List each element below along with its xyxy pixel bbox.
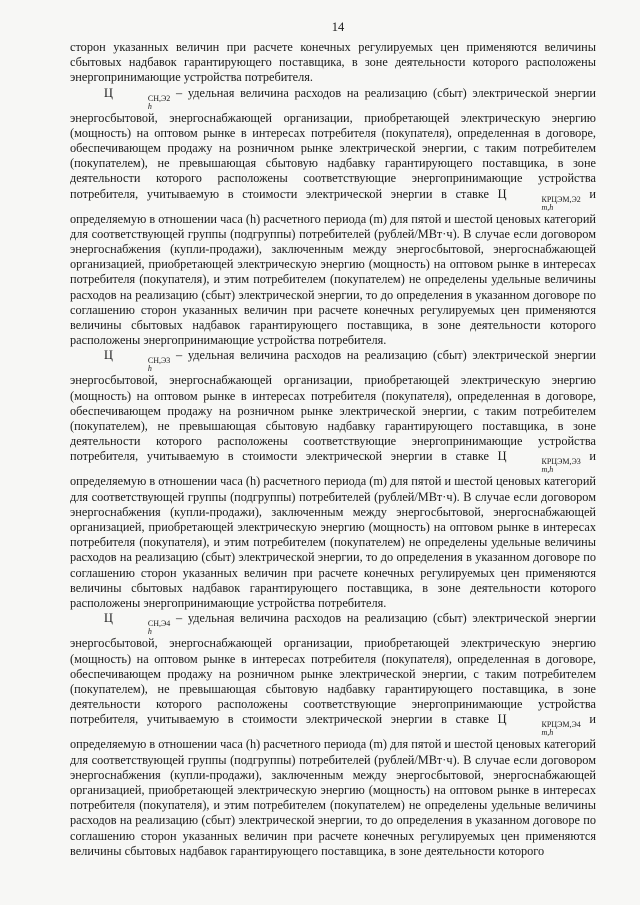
definition-text-before: – удельная величина расходов на реализацию (сбыт) электрической энергии энергосбытовой, энергоснабжающей организации, приобретающей электрическую энергию (мощность) на оптовом рынке в интересах потребителя (покупателя), определенная в договоре, обеспечивающем продажу на розничном рынке электрической энергии, с таким потребителем (покупателем), не превышающая сбытовую надбавку гарантирующего поставщика, в зоне деятельности которого расположены соответствующие энергопринимающие устройства потребителя, учитываемую в стоимости электрической энергии в ставке <box>70 611 596 727</box>
symbol-ch-sn-e2: Ц СН,Э2 h <box>104 85 171 111</box>
definition-text-before: – удельная величина расходов на реализацию (сбыт) электрической энергии энергосбытовой, энергоснабжающей организации, приобретающей электрическую энергию (мощность) на оптовом рынке в интересах потребителя (покупателя), определенная в договоре, обеспечивающем продажу на розничном рынке электрической энергии, с таким потребителем (покупателем), не превышающая сбытовую надбавку гарантирующего поставщика, в зоне деятельности которого расположены соответствующие энергопринимающие устройства потребителя, учитываемую в стоимости электрической энергии в ставке <box>70 348 596 464</box>
paragraph-definition-e3 <box>70 348 596 611</box>
definition-text-after: и определяемую в отношении часа (h) расчетного периода (m) для пятой и шестой ценовых категорий для соответствующей группы (подгруппы) потребителей (рублей/МВт·ч). В случае если договором энергоснабжения (купли-продажи), заключенным между энергосбытовой, энергоснабжающей организацией, приобретающей электрическую энергию (мощность) на оптовом рынке в интересах потребителя (покупателя), и этим потребителем (покупателем) не определены удельные величины расходов на реализацию (сбыт) электрической энергии, то до определения в указанном договоре по соглашению сторон указанных величин при расчете конечных регулируемых цен применяются величины сбытовых надбавок гарантирующего поставщика, в зоне деятельности которого расположены энергопринимающие устройства потребителя. <box>70 449 596 611</box>
symbol-ch-krcem-e2: Ц КРЦЭМ,Э2 m,h <box>497 186 581 212</box>
symbol-ch-krcem-e3: Ц КРЦЭМ,Э3 m,h <box>497 449 581 475</box>
definition-text-after: и определяемую в отношении часа (h) расчетного периода (m) для пятой и шестой ценовых категорий для соответствующей группы (подгруппы) потребителей (рублей/МВт·ч). В случае если договором энергоснабжения (купли-продажи), заключенным между энергосбытовой, энергоснабжающей организацией, приобретающей электрическую энергию (мощность) на оптовом рынке в интересах потребителя (покупателя), и этим потребителем (покупателем) не определены удельные величины расходов на реализацию (сбыт) электрической энергии, то до определения в указанном договоре по соглашению сторон указанных величин при расчете конечных регулируемых цен применяются величины сбытовых надбавок гарантирующего поставщика, в зоне деятельности которого расположены энергопринимающие устройства потребителя. <box>70 186 596 348</box>
paragraph-continuation: сторон указанных величин при расчете конечных регулируемых цен применяются величины сбытовых надбавок гарантирующего поставщика, в зоне деятельности которого расположены энергопринимающие устройства потребителя. <box>70 40 596 85</box>
paragraph-definition-e4 <box>70 611 596 859</box>
page-number: 14 <box>331 20 345 34</box>
symbol-ch-krcem-e4: Ц КРЦЭМ,Э4 m,h <box>497 712 581 738</box>
paragraph-definition-e2 <box>70 86 596 349</box>
definition-text-after: и определяемую в отношении часа (h) расчетного периода (m) для пятой и шестой ценовых категорий для соответствующей группы (подгруппы) потребителей (рублей/МВт·ч). В случае если договором энергоснабжения (купли-продажи), заключенным между энергосбытовой, энергоснабжающей организацией, приобретающей электрическую энергию (мощность) на оптовом рынке в интересах потребителя (покупателя), и этим потребителем (покупателем) не определены удельные величины расходов на реализацию (сбыт) электрической энергии, то до определения в указанном договоре по соглашению сторон указанных величин при расчете конечных регулируемых цен применяются величины сбытовых надбавок гарантирующего поставщика, в зоне деятельности которого <box>70 712 596 858</box>
symbol-ch-sn-e4: Ц СН,Э4 h <box>104 611 171 637</box>
definition-text-before: – удельная величина расходов на реализацию (сбыт) электрической энергии энергосбытовой, энергоснабжающей организации, приобретающей электрическую энергию (мощность) на оптовом рынке в интересах потребителя (покупателя), определенная в договоре, обеспечивающем продажу на розничном рынке электрической энергии, с таким потребителем (покупателем), не превышающая сбытовую надбавку гарантирующего поставщика, в зоне деятельности которого расположены соответствующие энергопринимающие устройства потребителя, учитываемую в стоимости электрической энергии в ставке <box>70 85 596 201</box>
symbol-ch-sn-e3: Ц СН,Э3 h <box>104 348 171 374</box>
